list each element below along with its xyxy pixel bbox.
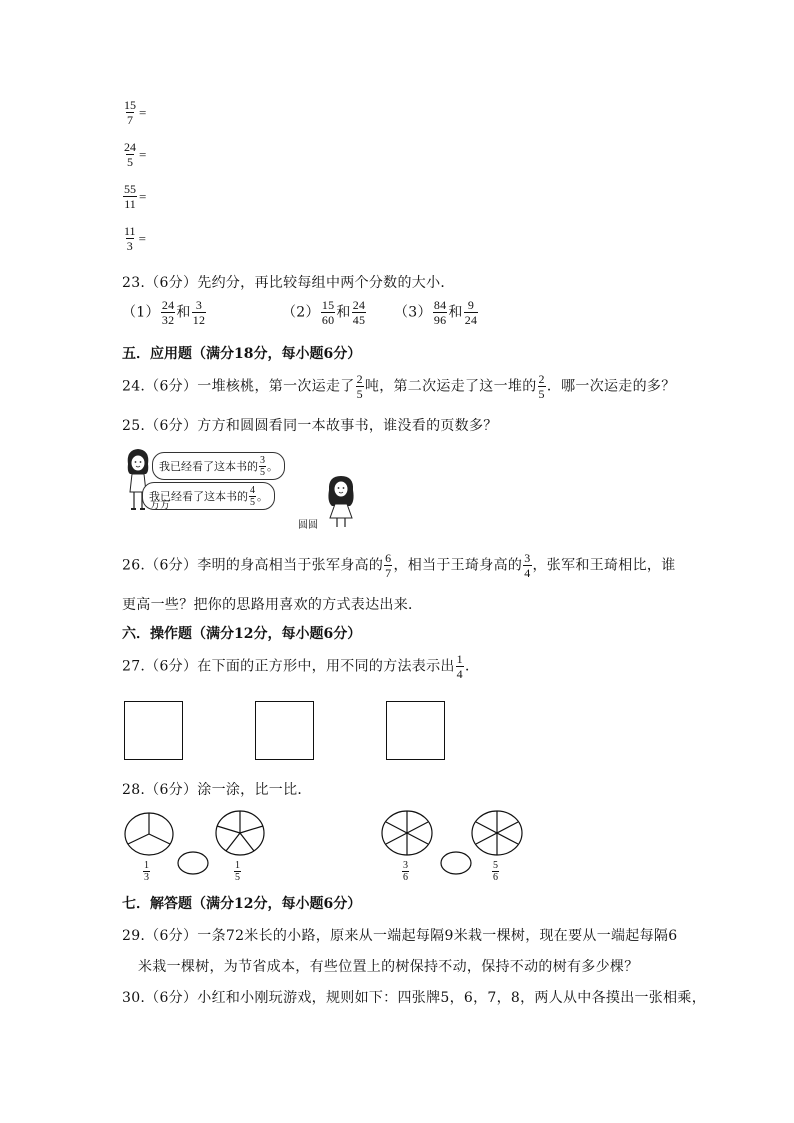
- fraction: $\frac{6}{7}$: [385, 551, 392, 580]
- fraction: $\frac{3}{5}$: [260, 454, 265, 478]
- fraction: $\frac{24}{5}$: [124, 140, 136, 169]
- fraction: $\frac{1}{4}$: [456, 652, 463, 681]
- question-28-text: 28.（6分）涂一涂，比一比．: [122, 782, 312, 798]
- drawing-square-2[interactable]: [255, 701, 314, 760]
- fraction: $\frac{3}{12}$: [192, 298, 206, 327]
- question-23-group-2: （2） $\frac{15}{60}$ 和 $\frac{24}{45}$: [282, 298, 366, 327]
- fraction: $\frac{9}{24}$: [464, 298, 478, 327]
- conversion-item: $\frac{24}{5}$ =: [124, 140, 147, 169]
- question-26-line-1: 26.（6分）李明的身高相当于张军身高的 $\frac{6}{7}$ ，相当于王琦身高的 $\frac{3}{4}$ ，张军和王琦相比，谁: [122, 551, 676, 580]
- circle-thirds[interactable]: [123, 811, 175, 857]
- fraction: $\frac{1}{5}$: [235, 860, 240, 883]
- question-25-text: 25.（6分）方方和圆圆看同一本故事书，谁没看的页数多？: [122, 418, 498, 434]
- circle-fifths-label: [233, 860, 242, 883]
- question-23-text: 23.（6分）先约分，再比较每组中两个分数的大小．: [122, 275, 455, 291]
- fraction: $\frac{3}{4}$: [524, 551, 531, 580]
- question-30-line-1: 30.（6分）小红和小刚玩游戏，规则如下：四张牌5，6，7，8，两人从中各摸出一张相乘，: [122, 990, 706, 1006]
- drawing-square-1[interactable]: [124, 701, 183, 760]
- fraction: $\frac{15}{7}$: [124, 98, 136, 127]
- name-label-yuanyuan: 圆圆: [298, 520, 318, 531]
- fraction: $\frac{5}{6}$: [493, 860, 498, 883]
- section-6-heading: 六．操作题（满分12分，每小题6分）: [122, 626, 362, 642]
- question-26-line-2: 更高一些？把你的思路用喜欢的方式表达出来．: [122, 597, 423, 613]
- fraction: $\frac{4}{5}$: [250, 484, 255, 508]
- question-29-line-2: 米栽一棵树，为节省成本，有些位置上的树保持不动，保持不动的树有多少棵？: [138, 959, 639, 975]
- circle-sixths-2[interactable]: [470, 809, 524, 857]
- fraction: $\frac{2}{5}$: [356, 372, 363, 401]
- compare-oval-2[interactable]: [439, 850, 473, 876]
- circle-sixths-1[interactable]: [380, 809, 434, 857]
- fraction: $\frac{1}{3}$: [144, 860, 149, 883]
- compare-oval-1[interactable]: [176, 850, 210, 876]
- fraction: $\frac{84}{96}$: [433, 298, 447, 327]
- drawing-square-3[interactable]: [386, 701, 445, 760]
- conversion-item: $\frac{15}{7}$ =: [124, 98, 147, 127]
- fraction: $\frac{24}{32}$: [161, 298, 175, 327]
- fraction: $\frac{2}{5}$: [538, 372, 545, 401]
- question-23-group-3: （3） $\frac{84}{96}$ 和 $\frac{9}{24}$: [394, 298, 478, 327]
- fraction: $\frac{55}{11}$: [124, 182, 136, 211]
- circle-sixths-1-label: [401, 860, 410, 883]
- conversion-item: $\frac{11}{3}$ =: [124, 224, 146, 253]
- fraction: $\frac{3}{6}$: [403, 860, 408, 883]
- section-5-heading: 五．应用题（满分18分，每小题6分）: [122, 346, 362, 362]
- fraction: $\frac{15}{60}$: [321, 298, 335, 327]
- section-7-heading: 七．解答题（满分12分，每小题6分）: [122, 896, 362, 912]
- fraction: $\frac{11}{3}$: [124, 224, 136, 253]
- question-25-illustration: [122, 446, 362, 530]
- question-27: 27.（6分）在下面的正方形中，用不同的方法表示出 $\frac{1}{4}$ ．: [122, 652, 480, 681]
- question-23-group-1: （1） $\frac{24}{32}$ 和 $\frac{3}{12}$: [122, 298, 206, 327]
- circle-fifths[interactable]: [214, 809, 266, 857]
- circle-sixths-2-label: [491, 860, 500, 883]
- question-29-line-1: 29.（6分）一条72米长的小路，原来从一端起每隔9米栽一棵树，现在要从一端起每隔6: [122, 928, 678, 944]
- circle-thirds-label: [142, 860, 151, 883]
- name-label-fangfang: 方方: [150, 500, 170, 511]
- conversion-item: $\frac{55}{11}$ =: [124, 182, 147, 211]
- speech-bubble-fangfang: 我已经看了这本书的 $\frac{3}{5}$ 。: [152, 452, 285, 480]
- fraction: $\frac{24}{45}$: [352, 298, 366, 327]
- speech-bubble-yuanyuan: 我已经看了这本书的 $\frac{4}{5}$ 。: [142, 482, 275, 510]
- girl-yuanyuan-icon: [324, 474, 358, 530]
- question-24: 24.（6分）一堆核桃，第一次运走了 $\frac{2}{5}$ 吨，第二次运走了这一堆的 $\frac{2}{5}$ ．哪一次运走的多？: [122, 372, 676, 401]
